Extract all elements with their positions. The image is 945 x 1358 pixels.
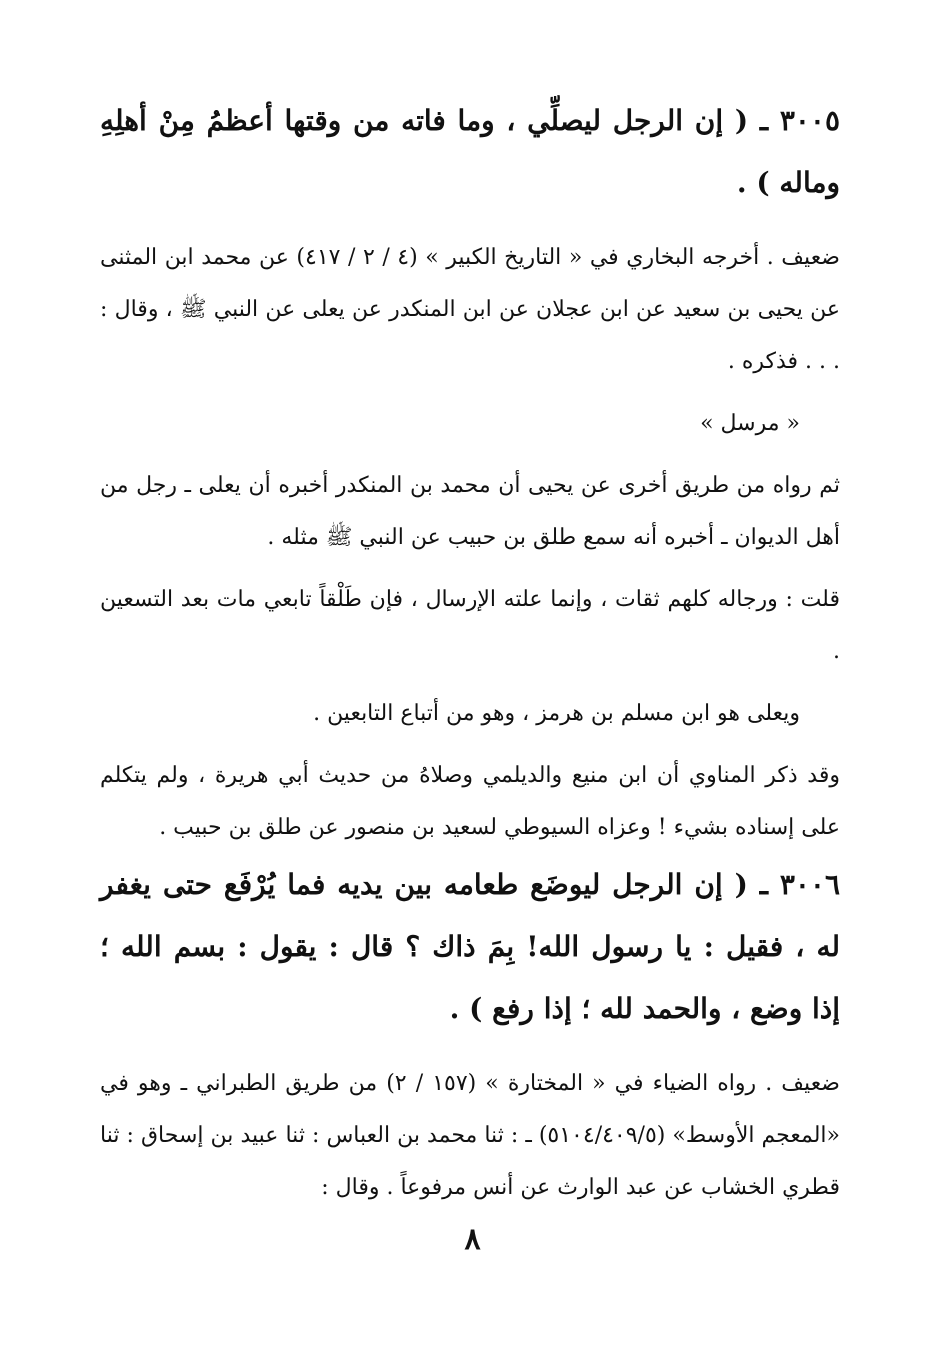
second-chain-paragraph: ثم رواه من طريق أخرى عن يحيى أن محمد بن المنكدر أخبره أن يعلى ـ رجل من أهل الديوان ـ أخبره أنه سمع طلق بن حبيب عن النبي ﷺ مثله . (100, 473, 840, 550)
narrator-note: ويعلى هو ابن مسلم بن هرمز ، وهو من أتباع التابعين . (313, 701, 800, 726)
manawi-note: وقد ذكر المناوي أن ابن منيع والديلمي وصلاهُ من حديث أبي هريرة ، ولم يتكلم على إسناده بشيء ! وعزاه السيوطي لسعيد بن منصور عن طلق بن حبيب . (100, 763, 840, 840)
mursal-label: « مرسل » (700, 411, 800, 436)
page-number: ٨ (464, 1222, 481, 1257)
hadith-3006: ٣٠٠٦ ـ ( إن الرجل ليوضَع طعامه بين يديه فما يُرْفَع حتى يغفر له ، فقيل : يا رسول الله! بِمَ ذاك ؟ قال : يقول : بسم الله ؛ إذا وضع ، والحمد لله ؛ إذا رفع ) . (100, 868, 840, 1025)
critique-paragraph: قلت : ورجاله كلهم ثقات ، وإنما علته الإرسال ، فإن طَلْقاً تابعي مات بعد التسعين . (100, 587, 840, 664)
hadith-3005: ٣٠٠٥ ـ ( إن الرجل ليصلِّي ، وما فاته من وقتها أعظمُ مِنْ أهلِهِ وماله ) . (100, 104, 840, 199)
takhrij-paragraph: ضعيف . أخرجه البخاري في « التاريخ الكبير » (٤ / ٢ / ٤١٧) عن محمد ابن المثنى عن يحيى بن سعيد عن ابن عجلان عن ابن المنكدر عن يعلى عن النبي ﷺ ، وقال : . . . فذكره . (100, 245, 840, 374)
takhrij-paragraph-2: ضعيف . رواه الضياء في « المختارة » (١٥٧ / ٢) من طريق الطبراني ـ وهو في «المعجم الأوسط» (٥١٠٤/٤٠٩/٥) ـ : ثنا محمد بن العباس : ثنا عبيد بن إسحاق : ثنا قطري الخشاب عن عبد الوارث عن أنس مرفوعاً . وقال : (100, 1071, 840, 1200)
page-body (100, 90, 840, 1214)
